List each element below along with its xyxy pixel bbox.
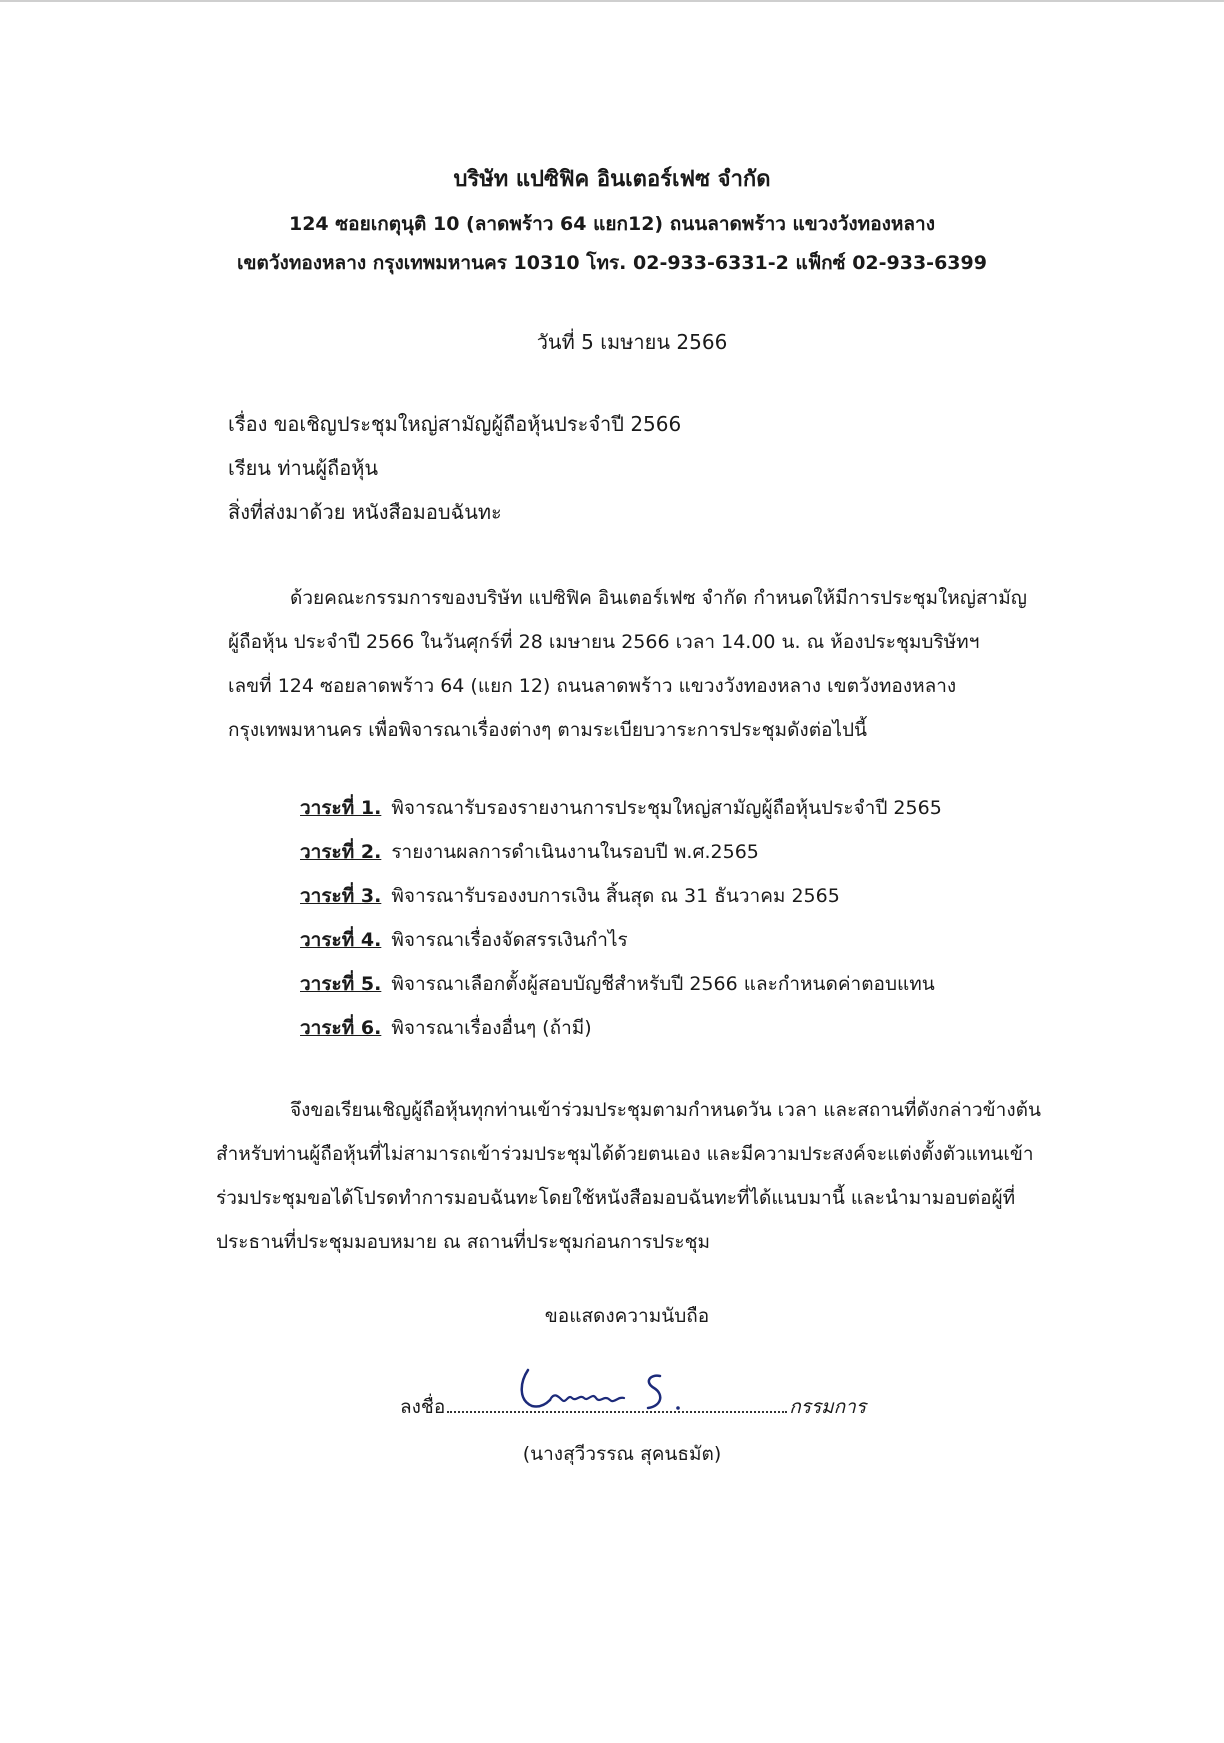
- agenda-text: พิจารณาเรื่องจัดสรรเงินกำไร: [391, 929, 628, 951]
- signer-name: (นางสุวีวรรณ สุคนธมัต): [522, 1443, 722, 1465]
- closing-line: ร่วมประชุมขอได้โปรดทำการมอบฉันทะโดยใช้หนังสือมอบฉันทะที่ได้แนบมานี้ และนำมามอบต่อผู้ที่: [216, 1187, 1016, 1209]
- company-address-line-2: เขตวังทองหลาง กรุงเทพมหานคร 10310 โทร. 02-933-6331-2 แฟ็กซ์ 02-933-6399: [237, 252, 987, 274]
- intro-line: กรุงเทพมหานคร เพื่อพิจารณาเรื่องต่างๆ ตามระเบียบวาระการประชุมดังต่อไปนี้: [228, 719, 868, 741]
- page-top-edge: [0, 0, 1224, 2]
- letter-date: วันที่ 5 เมษายน 2566: [536, 330, 728, 354]
- intro-line: เลขที่ 124 ซอยลาดพร้าว 64 (แยก 12) ถนนลาดพร้าว แขวงวังทองหลาง เขตวังทองหลาง: [228, 675, 957, 697]
- intro-line: ด้วยคณะกรรมการของบริษัท แปซิฟิค อินเตอร์เฟซ จำกัด กำหนดให้มีการประชุมใหญ่สามัญ: [290, 587, 1027, 609]
- closing-line: สำหรับท่านผู้ถือหุ้นที่ไม่สามารถเข้าร่วมประชุมได้ด้วยตนเอง และมีความประสงค์จะแต่งตั้งตัวแทนเข้า: [216, 1143, 1034, 1165]
- company-address-line-1: 124 ซอยเกตุนุติ 10 (ลาดพร้าว 64 แยก12) ถนนลาดพร้าว แขวงวังทองหลาง: [288, 213, 935, 235]
- signature-line: [400, 1392, 866, 1422]
- closing-line: ประธานที่ประชุมมอบหมาย ณ สถานที่ประชุมก่อนการประชุม: [216, 1231, 711, 1253]
- regards-text: ขอแสดงความนับถือ: [544, 1305, 710, 1327]
- agenda-text: พิจารณารับรองงบการเงิน สิ้นสุด ณ 31 ธันวาคม 2565: [391, 885, 840, 907]
- agenda-item: [300, 794, 942, 822]
- agenda-number: วาระที่ 4.: [300, 929, 382, 951]
- agenda-item: [300, 882, 840, 910]
- agenda-item: [300, 970, 935, 998]
- agenda-number: วาระที่ 1.: [300, 797, 382, 819]
- agenda-item: [300, 926, 628, 954]
- letter-attachment: สิ่งที่ส่งมาด้วย หนังสือมอบฉันทะ: [228, 500, 502, 524]
- signature-block: [400, 1362, 900, 1432]
- letter-recipient: เรียน ท่านผู้ถือหุ้น: [228, 456, 379, 480]
- letter-subject: เรื่อง ขอเชิญประชุมใหญ่สามัญผู้ถือหุ้นประจำปี 2566: [228, 412, 682, 436]
- agenda-item: [300, 1014, 592, 1042]
- closing-line: จึงขอเรียนเชิญผู้ถือหุ้นทุกท่านเข้าร่วมประชุมตามกำหนดวัน เวลา และสถานที่ดังกล่าวข้างต้น: [290, 1099, 1041, 1121]
- intro-line: ผู้ถือหุ้น ประจำปี 2566 ในวันศุกร์ที่ 28 เมษายน 2566 เวลา 14.00 น. ณ ห้องประชุมบริษัทฯ: [228, 631, 980, 653]
- signature-dotted-line: [447, 1393, 787, 1413]
- agenda-number: วาระที่ 5.: [300, 973, 382, 995]
- agenda-number: วาระที่ 6.: [300, 1017, 382, 1039]
- agenda-number: วาระที่ 2.: [300, 841, 382, 863]
- agenda-text: พิจารณาเลือกตั้งผู้สอบบัญชีสำหรับปี 2566 และกำหนดค่าตอบแทน: [391, 973, 935, 995]
- agenda-number: วาระที่ 3.: [300, 885, 382, 907]
- company-name: บริษัท แปซิฟิค อินเตอร์เฟซ จำกัด: [453, 167, 771, 192]
- signer-role: กรรมการ: [789, 1396, 867, 1418]
- agenda-text: รายงานผลการดำเนินงานในรอบปี พ.ศ.2565: [391, 841, 759, 863]
- agenda-text: พิจารณารับรองรายงานการประชุมใหญ่สามัญผู้ถือหุ้นประจำปี 2565: [391, 797, 942, 819]
- agenda-text: พิจารณาเรื่องอื่นๆ (ถ้ามี): [391, 1017, 592, 1039]
- agenda-item: [300, 838, 759, 866]
- sign-label: ลงชื่อ: [400, 1396, 446, 1418]
